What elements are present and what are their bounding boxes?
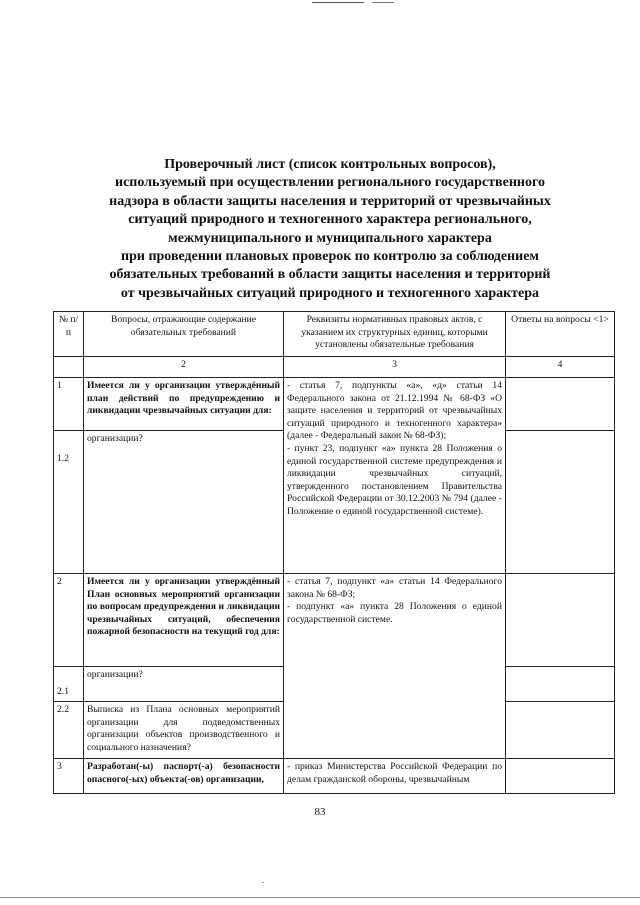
top-scan-line	[312, 2, 364, 3]
scan-speck	[262, 882, 264, 883]
answer-cell[interactable]	[506, 574, 615, 667]
row-number: 3	[54, 759, 84, 794]
answer-cell[interactable]	[506, 431, 615, 574]
title-line: межмуниципального и муниципального характера	[168, 230, 492, 246]
requisites-cell: - приказ Министерства Российской Федерации по делам гражданской обороны, чрезвычайным	[284, 759, 506, 794]
row-number: 1.2	[54, 431, 84, 574]
header-num: № п/п	[54, 312, 84, 357]
title-line: используемый при осуществлении регионального государственного	[115, 175, 545, 191]
top-scan-line	[372, 2, 394, 3]
column-number-row	[54, 357, 615, 378]
header-questions: Вопросы, отражающие содержание обязательных требований	[84, 312, 284, 357]
table-row	[54, 378, 615, 431]
title-line: при проведении плановых проверок по контролю за соблюдением	[121, 249, 539, 265]
title-line: обязательных требований в области защиты населения и территорий	[109, 267, 551, 283]
question-cell: организации?	[84, 667, 284, 702]
title-line: от чрезвычайных ситуаций природного и техногенного характера	[120, 285, 540, 301]
col-number: 2	[84, 357, 284, 378]
question-cell: Выписка из Плана основных мероприятий организации для подведомственных организации объектов производственного и социального назначения?	[84, 702, 284, 759]
question-cell: Имеется ли у организации утверждённый План основных мероприятий организации по вопросам предупреждения и ликвидации чрезвычайных ситуаций, обеспечения пожарной безопасности на текущий год для:	[84, 574, 284, 667]
title-line: ситуаций природного и техногенного характера регионального,	[128, 212, 532, 228]
title-line: надзора в области защиты населения и территорий от чрезвычайных	[109, 193, 551, 209]
table-row	[54, 574, 615, 667]
answer-cell[interactable]	[506, 667, 615, 702]
requisite-item: - статья 7, подпункты «а», «д» статьи 14 Федерального закона от 21.12.1994 № 68-ФЗ «О защите населения и территорий от чрезвычайных ситуаций природного и техногенного характера» (далее - Федеральный закон № 68-ФЗ);	[287, 380, 502, 442]
col-number: 4	[506, 357, 615, 378]
bottom-scan-line	[0, 897, 640, 898]
requisite-item: - пункт 23, подпункт «а» пункта 28 Положения о единой государственной системе предупреждения и ликвидации чрезвычайных ситуаций, утвержденного постановлением Правительства Российской Федерации от 30.12.2003 № 794 (далее - Положение о единой государственной системе).	[287, 442, 502, 517]
page-number: 83	[314, 806, 326, 818]
title-line: Проверочный лист (список контрольных вопросов),	[164, 157, 496, 172]
answer-cell[interactable]	[506, 702, 615, 759]
question-cell: Разработан(-ы) паспорт(-а) безопасности опасного(-ых) объекта(-ов) организации,	[84, 759, 284, 794]
table-row	[54, 759, 615, 794]
header-answers: Ответы на вопросы <1>	[506, 312, 615, 357]
row-number: 2.2	[54, 702, 84, 759]
requisites-cell	[284, 574, 506, 759]
row-number: 2.1	[54, 667, 84, 702]
requisite-item: - подпункт «а» пункта 28 Положения о единой государственной системе.	[287, 601, 502, 625]
requisites-cell	[284, 378, 506, 574]
answer-cell[interactable]	[506, 759, 615, 794]
table-header-row	[54, 312, 615, 357]
col-number: 3	[284, 357, 506, 378]
requisite-item: - статья 7, подпункт «а» статьи 14 Федерального закона № 68-ФЗ;	[287, 576, 502, 600]
header-requisites: Реквизиты нормативных правовых актов, с указанием их структурных единиц, которыми установлены обязательные требования	[284, 312, 506, 357]
row-number: 1	[54, 378, 84, 431]
col-number	[54, 357, 84, 378]
question-cell: Имеется ли у организации утверждённый план действий по предупреждению и ликвидации чрезвычайных ситуации для:	[84, 378, 284, 431]
row-number: 2	[54, 574, 84, 667]
question-cell: организации?	[84, 431, 284, 574]
document-title	[80, 156, 580, 303]
answer-cell[interactable]	[506, 378, 615, 431]
checklist-table	[53, 311, 615, 794]
